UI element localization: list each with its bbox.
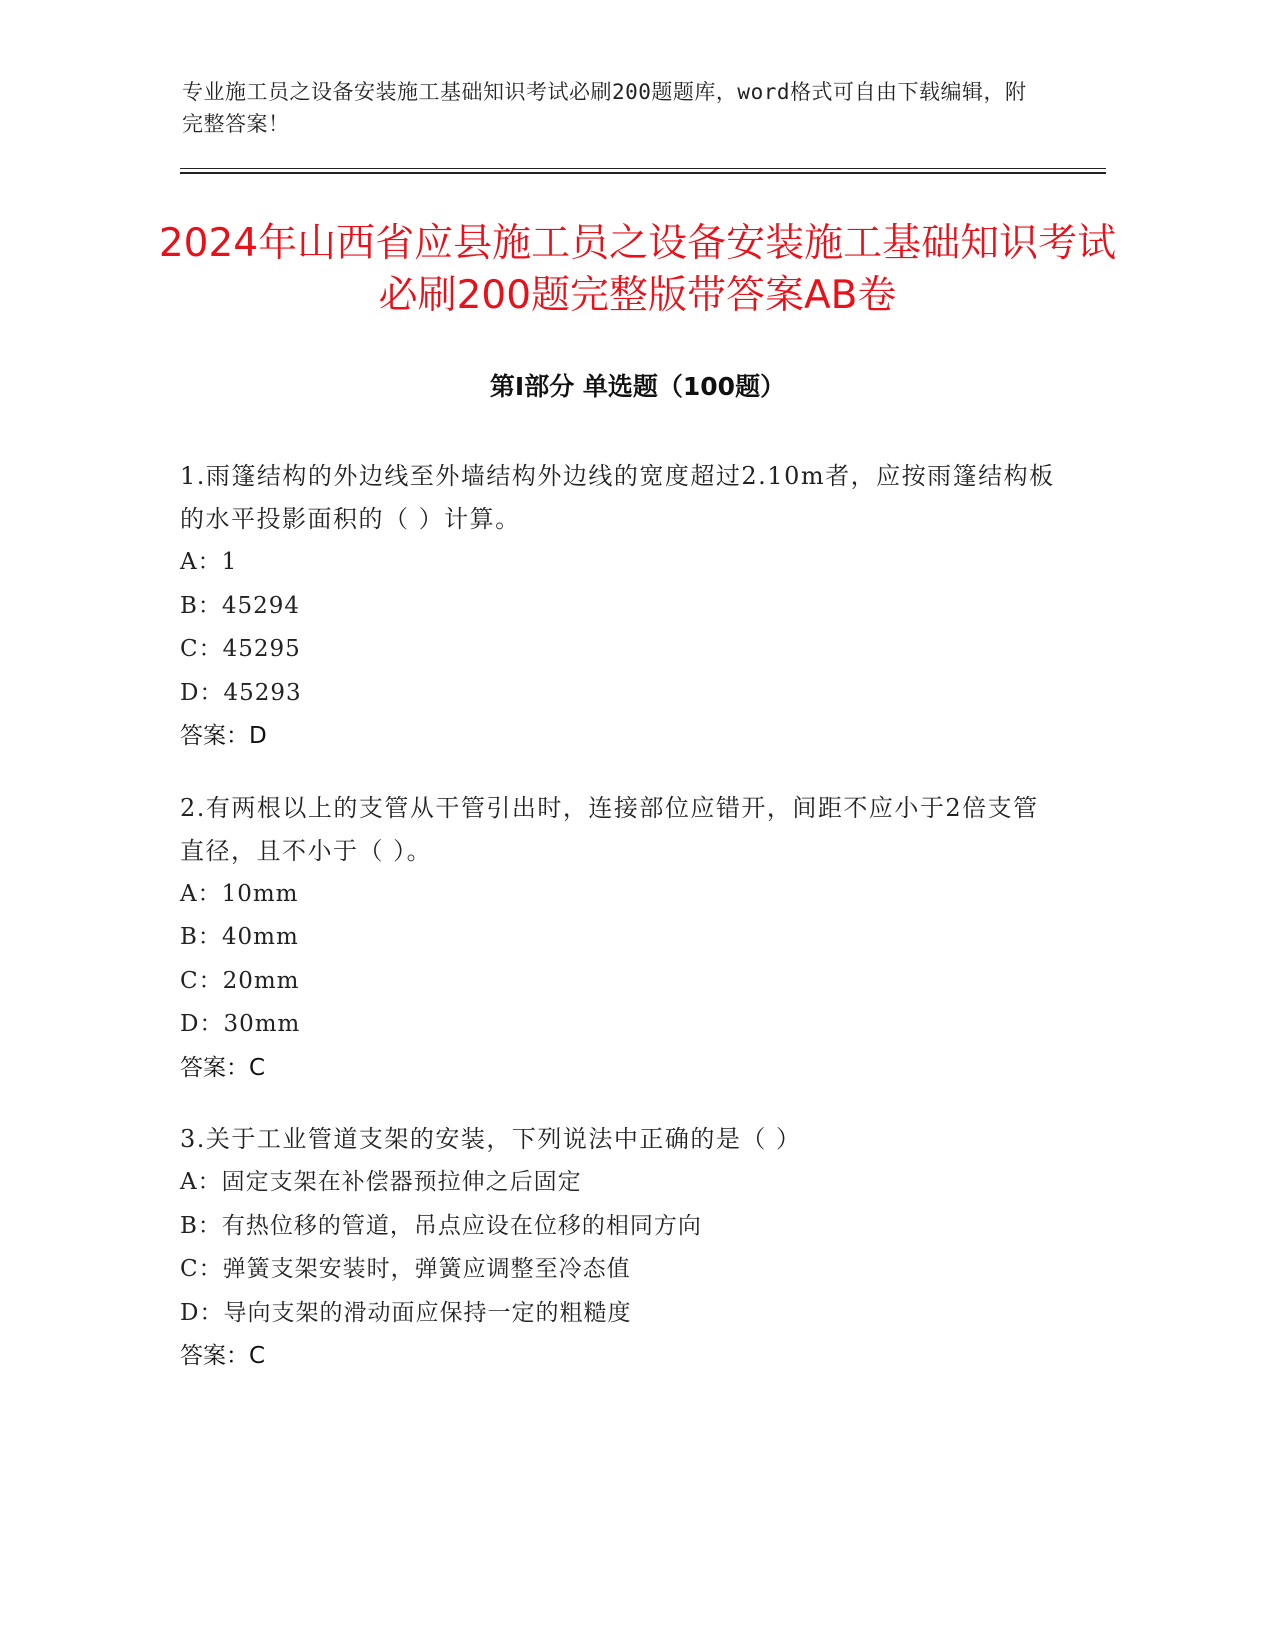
question-item bbox=[180, 787, 1060, 1091]
option-c: C：弹簧支架安装时，弹簧应调整至冷态值 bbox=[180, 1256, 631, 1282]
option-b: B：40mm bbox=[180, 924, 299, 950]
option-c: C：45295 bbox=[180, 636, 301, 662]
option-a: A：10mm bbox=[180, 880, 299, 907]
document-title: 2024年山西省应县施工员之设备安装施工基础知识考试必刷200题完整版带答案AB卷 bbox=[158, 221, 1117, 318]
answer-line: 答案：D bbox=[180, 723, 267, 749]
header-divider-thin bbox=[180, 168, 1106, 169]
section-heading: 第Ⅰ部分 单选题（100题） bbox=[489, 372, 786, 401]
answer-line: 答案：C bbox=[180, 1343, 266, 1369]
option-a: A：固定支架在补偿器预拉伸之后固定 bbox=[180, 1169, 582, 1195]
option-d: D：30mm bbox=[180, 1011, 301, 1037]
header-divider-thick bbox=[180, 172, 1106, 174]
question-stem: 2.有两根以上的支管从干管引出时，连接部位应错开，间距不应小于2倍支管直径，且不小于（ ）。 bbox=[180, 793, 1039, 865]
question-list bbox=[180, 455, 1060, 1407]
header-note: 专业施工员之设备安装施工基础知识考试必刷200题题库，word格式可自由下载编辑，附完整答案！ bbox=[182, 80, 1027, 136]
option-a: A：1 bbox=[180, 549, 238, 575]
question-item bbox=[180, 1118, 1060, 1379]
option-d: D：导向支架的滑动面应保持一定的粗糙度 bbox=[180, 1299, 632, 1326]
option-b: B：有热位移的管道，吊点应设在位移的相同方向 bbox=[180, 1212, 702, 1239]
answer-line: 答案：C bbox=[180, 1054, 266, 1081]
option-b: B：45294 bbox=[180, 592, 301, 619]
question-stem: 3.关于工业管道支架的安装，下列说法中正确的是（ ） bbox=[180, 1125, 802, 1153]
question-item bbox=[180, 455, 1060, 759]
option-d: D：45293 bbox=[180, 679, 302, 706]
question-stem: 1.雨篷结构的外边线至外墙结构外边线的宽度超过2.10m者，应按雨篷结构板的水平投影面积的（ ）计算。 bbox=[180, 462, 1055, 533]
option-c: C：20mm bbox=[180, 967, 300, 994]
